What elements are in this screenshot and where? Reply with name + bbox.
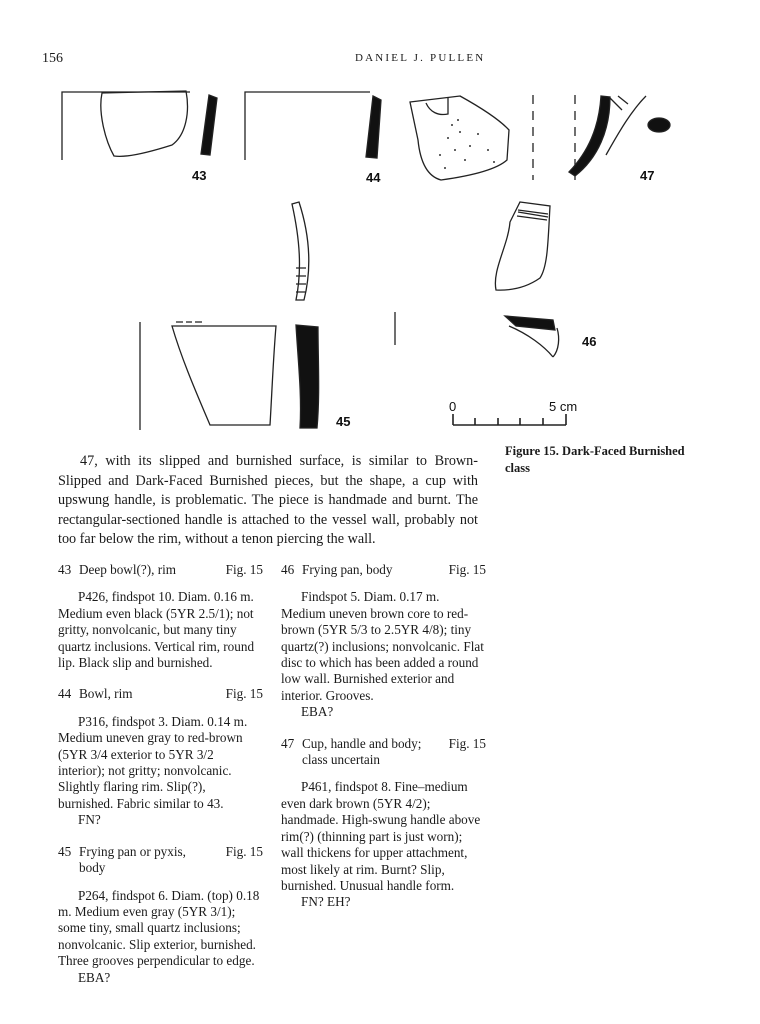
scale-end-label: 5 cm (549, 399, 578, 414)
catalog-entry-44 (58, 686, 263, 828)
sherd-45-drawing (140, 322, 319, 430)
catalog-entry-45 (58, 844, 263, 986)
entry-number: 44 (58, 686, 72, 702)
entry-description-end: . (220, 795, 224, 811)
sherd-46-drawing (395, 202, 559, 357)
entry-description: P426, findspot 10. Diam. 0.16 m. Medium even black (5YR 2.5/1); not gritty, nonvolcanic, but many tiny quartz inclusions. Vertical rim, round lip. Black slip and burnished. (58, 589, 255, 671)
running-head: DANIEL J. PULLEN (355, 52, 486, 64)
page-number: 156 (42, 51, 63, 66)
entry-dating: FN? (78, 812, 101, 828)
entry-number: 47 (281, 735, 295, 751)
paragraph-catalog-ref: 47 (80, 453, 95, 469)
entry-description: P264, findspot 6. Diam. (top) 0.18 m. Medium even gray (5YR 3/1); some tiny, small quartz inclusions; nonvolcanic. Slip exterior, burnished. Three grooves perpendicular to edge. (58, 887, 260, 969)
entry-title: Deep bowl(?), rim (79, 562, 177, 577)
entry-fig-ref: Fig. 15 (225, 562, 263, 577)
entry-title-continued: body (79, 860, 106, 876)
entry-number: 43 (58, 562, 72, 577)
figure-label-47: 47 (640, 168, 655, 183)
sherd-45-profile (292, 202, 309, 300)
sherd-44-drawing (245, 92, 381, 160)
catalog-entry-43 (58, 562, 263, 671)
entry-cross-ref: 43 (207, 795, 221, 811)
entry-description (58, 714, 263, 812)
entry-title: Cup, handle and body; (302, 735, 422, 751)
sherd-43-drawing (62, 91, 217, 160)
entry-fig-ref: Fig. 15 (448, 562, 486, 577)
pottery-figure (0, 0, 760, 440)
entry-dating: EBA? (78, 969, 111, 985)
entry-fig-ref: Fig. 15 (448, 735, 486, 751)
entry-fig-ref: Fig. 15 (225, 843, 263, 859)
entry-description: P461, findspot 8. Fine–medium even dark brown (5YR 4/2); handmade. High-swung handle above rim(?) (thinning part is just worn); wall thickens for upper attachment, most likely at rim. Burnt? Slip, burnished. Unusual handle form. (281, 779, 481, 893)
entry-description-text: P316, findspot 3. Diam. 0.14 m. Medium uneven gray to red-brown (5YR 3/4 exterior to 5YR 3/2 interior); not gritty; nonvolcanic. Slightly flaring rim. Slip(?), burnished. Fabric similar to (58, 713, 248, 811)
catalog-column-right (281, 562, 486, 926)
figure-label-46: 46 (582, 334, 597, 349)
entry-number: 45 (58, 843, 72, 859)
entry-number: 46 (281, 562, 295, 577)
sherd-47-drawing (410, 95, 670, 180)
entry-description: Findspot 5. Diam. 0.17 m. Medium uneven brown core to red-brown (5YR 5/3 to 2.5YR 4/8); tiny quartz(?) inclusions; nonvolcanic. Flat disc to which has been added a round low wall. Burnished exterior and interior. Grooves. (281, 589, 484, 703)
scale-start-label: 0 (449, 399, 457, 414)
body-paragraph (58, 452, 478, 550)
figure-label-45: 45 (336, 414, 351, 429)
figure-caption: Figure 15. Dark-Faced Burnished class (505, 444, 685, 475)
entry-title: Frying pan or pyxis, (79, 843, 186, 859)
entry-title: Bowl, rim (79, 686, 133, 702)
figure-label-44: 44 (366, 170, 381, 185)
paragraph-text: , with its slipped and burnished surface, is similar to Brown-Slipped and Dark-Faced Burnished pieces, but the shape, a cup with upswung handle, is problematic. The piece is handmade and burnt. The rectangular-sectioned handle is attached to the vessel wall, probably not too far below the rim, without a tenon piercing the wall. (58, 453, 478, 548)
entry-title: Frying pan, body (302, 562, 393, 577)
catalog-entry-46 (281, 562, 486, 721)
catalog-entry-47 (281, 736, 486, 911)
entry-dating: FN? EH? (301, 894, 351, 910)
entry-fig-ref: Fig. 15 (225, 686, 263, 702)
entry-dating: EBA? (301, 704, 334, 720)
catalog-column-left (58, 562, 263, 1001)
figure-label-43: 43 (192, 168, 207, 183)
entry-title-continued: class uncertain (302, 752, 380, 768)
scale-bar (453, 414, 566, 425)
